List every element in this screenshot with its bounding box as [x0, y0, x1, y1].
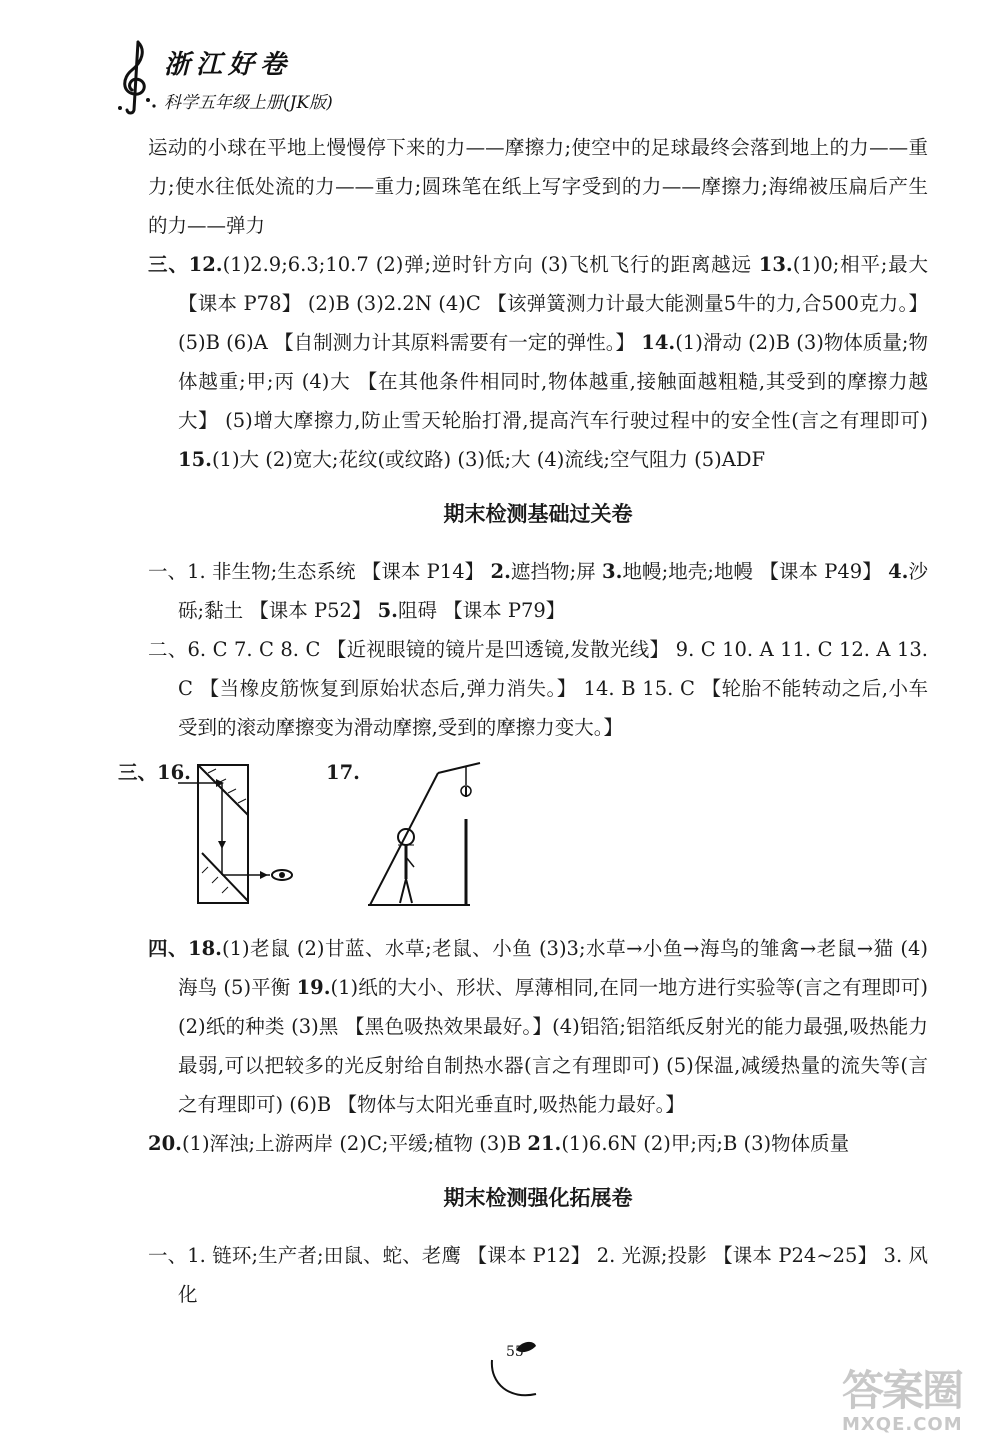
page-content — [118, 128, 928, 1314]
periscope-diagram — [178, 763, 298, 913]
figure-label-16: 三、16. — [118, 761, 191, 784]
question-number: 14. — [641, 331, 676, 354]
street-lamp-shadow-diagram — [358, 753, 498, 913]
answer-text: 地幔;地壳;地幔 【课本 P49】 — [622, 560, 882, 583]
figures-row — [118, 753, 928, 923]
answer-paragraph — [148, 1124, 928, 1163]
brand-title: 浙江好卷 — [164, 50, 293, 80]
answer-paragraph: 二、6. C 7. C 8. C 【近视眼镜的镜片是凹透镜,发散光线】 9. C 10. A 11. C 12. A 13. C 【当橡皮筋恢复到原始状态后,弹力消失。】 14. B 15. C 【轮胎不能转动之后,小车受到的滚动摩擦变为滑动摩擦,受到的摩擦力变大。】 — [148, 638, 928, 739]
answer-text: (1)纸的大小、形状、厚薄相同,在同一地方进行实验等(言之有理即可) (2)纸的种类 (3)黑 【黑色吸热效果最好。】(4)铝箔;铝箔纸反射光的能力最强,吸热能力最弱,可以把较多的光反射给自制热水器(言之有理即可) (5)保温,减缓热量的流失等(言之有理即可) (6)B 【物体与太阳光垂直时,吸热能力最好。】 — [178, 976, 928, 1116]
answer-paragraph — [148, 929, 928, 1124]
page-number — [486, 1336, 550, 1406]
question-number: 三、12. — [148, 253, 223, 276]
question-number: 15. — [178, 448, 212, 471]
answer-paragraph: 运动的小球在平地上慢慢停下来的力——摩擦力;使空中的足球最终会落到地上的力——重力;使水往低处流的力——重力;圆珠笔在纸上写字受到的力——摩擦力;海绵被压扁后产生的力——弹力 — [148, 136, 928, 237]
watermark — [842, 1368, 972, 1438]
watermark-url: MXQE.COM — [842, 1414, 963, 1435]
answer-text: (1)老鼠 (2)甘蓝、水草;老鼠、小鱼 (3)3;水草→小鱼→海鸟的雏禽→老鼠→猫 (4)海鸟 (5)平衡 — [178, 937, 928, 999]
answer-text: 沙砾;黏土 【课本 P52】 — [178, 560, 928, 622]
question-number: 5. — [377, 599, 398, 622]
question-number: 20. — [148, 1132, 182, 1155]
watermark-logo: 答案圈 — [842, 1366, 963, 1415]
section-title: 期末检测强化拓展卷 — [443, 1186, 633, 1210]
book-subtitle: 科学五年级上册(JK版) — [164, 93, 333, 113]
answer-text: (1)滑动 (2)B (3)物体质量;物体越重;甲;丙 (4)大 【在其他条件相同时,物体越重,接触面越粗糙,其受到的摩擦力越大】 (5)增大摩擦力,防止雪天轮胎打滑,提高汽车行驶过程中的安全性(言之有理即可) — [178, 331, 928, 432]
question-number: 3. — [602, 560, 623, 583]
answer-text: (1)6.6N (2)甲;丙;B (3)物体质量 — [561, 1132, 850, 1155]
answer-text: (1)2.9;6.3;10.7 (2)弹;逆时针方向 (3)飞机飞行的距离越远 — [222, 253, 752, 276]
treble-clef-icon — [112, 36, 160, 116]
answer-text: 遮挡物;屏 — [510, 560, 596, 583]
answer-text: (1)浑浊;上游两岸 (2)C;平缓;植物 (3)B — [181, 1132, 522, 1155]
book-header — [112, 36, 452, 116]
question-number: 19. — [296, 976, 331, 999]
question-number: 四、18. — [148, 937, 222, 960]
answer-paragraph — [148, 245, 928, 479]
question-number: 2. — [490, 560, 511, 583]
answer-paragraph — [148, 552, 928, 630]
question-number: 21. — [527, 1132, 562, 1155]
answer-text: 一、1. 非生物;生态系统 【课本 P14】 — [148, 560, 485, 583]
answer-paragraph: 一、1. 链环;生产者;田鼠、蛇、老鹰 【课本 P12】 2. 光源;投影 【课本 P24~25】 3. 风化 — [148, 1244, 928, 1306]
section-title: 期末检测基础过关卷 — [443, 502, 633, 526]
figure-label-17: 17. — [326, 761, 360, 784]
answer-text: 阻碍 【课本 P79】 — [397, 599, 566, 622]
question-number: 4. — [888, 560, 909, 583]
page-number-text: 55 — [506, 1344, 524, 1360]
answer-text: (1)大 (2)宽大;花纹(或纹路) (3)低;大 (4)流线;空气阻力 (5)ADF — [211, 448, 766, 471]
question-number: 13. — [758, 253, 793, 276]
answer-text: (1)0;相平;最大 【课本 P78】 (2)B (3)2.2N (4)C 【该弹簧测力计最大能测量5牛的力,合500克力。】(5)B (6)A 【自制测力计其原料需要有一定的弹性。】 — [178, 253, 928, 354]
